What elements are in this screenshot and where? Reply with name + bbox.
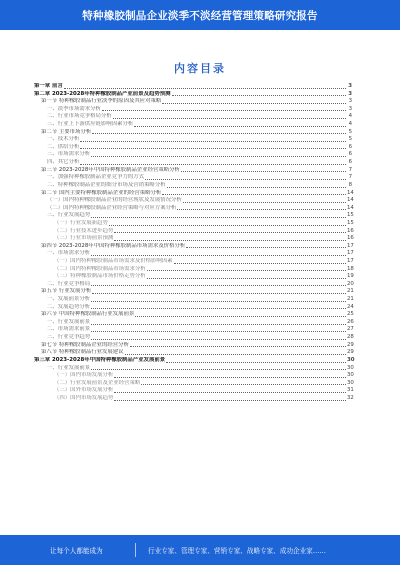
toc-entry-label: 第八节 特种橡胶制品行业发展建议 xyxy=(41,349,124,356)
toc-entry-label: 第一节 特种橡胶制品行业淡季的原因及其应对策略 xyxy=(41,98,162,105)
toc-entry[interactable] xyxy=(34,220,352,228)
toc-page-number: 7 xyxy=(348,166,352,173)
report-footer-bar xyxy=(0,535,400,565)
toc-page-number: 17 xyxy=(347,242,354,249)
toc-leader-dots xyxy=(64,88,346,89)
toc-page-number: 18 xyxy=(347,265,354,272)
toc-leader-dots xyxy=(125,354,346,355)
toc-entry[interactable] xyxy=(34,372,352,380)
toc-leader-dots xyxy=(91,301,346,302)
toc-leader-dots xyxy=(135,316,346,317)
toc-entry-label: （一）国内特种橡胶制品企业的经营现状及发展情况分析 xyxy=(47,197,182,204)
toc-page-number: 29 xyxy=(347,349,354,356)
toc-leader-dots xyxy=(114,377,346,378)
toc-page-number: 14 xyxy=(347,189,354,196)
toc-page-number: 19 xyxy=(347,273,354,280)
toc-entry[interactable] xyxy=(34,356,355,365)
toc-leader-dots xyxy=(114,232,346,233)
toc-entry-label: 四、其它分析 xyxy=(47,159,80,166)
toc-entry-label: 第二节 主要市场分析 xyxy=(41,128,92,135)
toc-leader-dots xyxy=(186,247,346,248)
toc-page-number: 4 xyxy=(348,113,352,120)
toc-entry-label: 第二章 2023-2028年特种橡胶制品产业前景及趋势预测 xyxy=(34,90,171,97)
toc-entry[interactable] xyxy=(34,304,352,312)
toc-entry-label: 第三节 2023-2028年中国特种橡胶制品企业经营策略分析 xyxy=(41,166,180,173)
toc-entry[interactable] xyxy=(34,136,352,144)
toc-page-number: 3 xyxy=(348,90,352,97)
toc-leader-dots xyxy=(91,217,346,218)
toc-page-number: 8 xyxy=(348,181,352,188)
toc-entry[interactable] xyxy=(34,113,352,121)
toc-entry[interactable] xyxy=(34,144,352,152)
toc-page-number: 16 xyxy=(347,227,354,234)
toc-entry-label: 第七节 特种橡胶制品企业的经营分析 xyxy=(41,341,129,348)
footer-roles: 行业专家、管理专家、营销专家、战略专家、成功企业家…… xyxy=(148,547,327,555)
toc-page-number: 14 xyxy=(347,204,354,211)
footer-slogan: 让每个人都能成为 xyxy=(50,547,103,555)
toc-entry-label: （一）国内特种橡胶制品市场需求及价格影响因素 xyxy=(54,258,173,264)
report-header-bar xyxy=(0,0,400,30)
toc-entry[interactable] xyxy=(34,395,352,403)
toc-page-number: 15 xyxy=(347,219,354,226)
toc-entry[interactable] xyxy=(34,91,352,99)
toc-leader-dots xyxy=(102,110,346,111)
toc-heading: 内容目录 xyxy=(174,62,226,75)
toc-entry-label: 一、发展前景分析 xyxy=(47,296,91,303)
toc-leader-dots xyxy=(91,339,346,340)
toc-leader-dots xyxy=(113,118,346,119)
toc-entry-label: 二、行业竞争格局 xyxy=(47,280,91,287)
toc-leader-dots xyxy=(91,308,346,309)
toc-page-number: 6 xyxy=(348,143,352,150)
toc-leader-dots xyxy=(162,103,346,104)
toc-leader-dots xyxy=(162,194,346,195)
toc-entry-label: 一、淡季市场需求分析 xyxy=(47,105,101,112)
toc-entry[interactable] xyxy=(34,228,352,236)
toc-entry[interactable] xyxy=(34,98,352,106)
toc-entry[interactable] xyxy=(34,342,352,350)
toc-entry-label: 第二节 国内主要特种橡胶制品企业的经营策略分析 xyxy=(41,189,162,196)
toc-entry-label: （三）特种橡胶制品市场价格走势分析 xyxy=(54,273,146,280)
toc-entry-label: 三、行业发展趋势 xyxy=(47,212,91,219)
toc-page-number: 29 xyxy=(347,341,354,348)
toc-entry[interactable] xyxy=(34,258,352,266)
toc-leader-dots xyxy=(91,285,346,286)
toc-entry[interactable] xyxy=(34,334,352,342)
footer-divider xyxy=(135,543,136,557)
toc-page-number: 15 xyxy=(347,212,354,219)
toc-entry-label: （三）行业市场前景预测 xyxy=(54,235,114,242)
toc-entry[interactable] xyxy=(34,288,352,296)
toc-leader-dots xyxy=(172,95,346,96)
toc-page-number: 30 xyxy=(347,379,354,386)
toc-entry-label: （二）国内特种橡胶制品企业经营策略与对应方案分析 xyxy=(47,204,177,211)
toc-entry[interactable] xyxy=(34,311,352,319)
toc-entry-label: 一、行业发展前景 xyxy=(47,318,91,325)
toc-entry[interactable] xyxy=(34,235,352,243)
toc-entry-label: （二）行业技术进步趋势 xyxy=(54,227,114,234)
toc-leader-dots xyxy=(141,384,346,385)
toc-entry[interactable] xyxy=(34,365,352,373)
toc-entry-label: 二、供给分析 xyxy=(47,143,80,150)
toc-leader-dots xyxy=(167,187,346,188)
toc-entry-label: （二）国内特种橡胶制品市场需求分析 xyxy=(54,265,146,272)
toc-page-number: 6 xyxy=(348,159,352,166)
toc-page-number: 28 xyxy=(347,334,354,341)
toc-page-number: 30 xyxy=(347,364,354,371)
toc-entry-label: （二）行业发展前景及企业经营策略 xyxy=(54,379,141,386)
toc-page-number: 16 xyxy=(347,235,354,242)
toc-leader-dots xyxy=(130,346,346,347)
toc-leader-dots xyxy=(80,141,346,142)
toc-entry[interactable] xyxy=(34,106,352,114)
toc-entry[interactable] xyxy=(34,281,352,289)
toc-entry[interactable] xyxy=(34,327,352,335)
toc-entry[interactable] xyxy=(34,205,352,213)
toc-page-number: 24 xyxy=(347,303,354,310)
toc-page-number: 21 xyxy=(347,296,354,303)
toc-entry-label: 一、加强特种橡胶制品企业竞争力的方式 xyxy=(47,174,145,181)
toc-page-number: 26 xyxy=(347,318,354,325)
toc-entry-label: 第三章 2023-2028年中国特种橡胶制品产业发展前景 xyxy=(34,356,166,363)
toc-page-number: 3 xyxy=(348,82,352,89)
toc-leader-dots xyxy=(91,156,346,157)
toc-leader-dots xyxy=(134,126,346,127)
toc-page-number: 17 xyxy=(347,258,354,264)
toc-leader-dots xyxy=(147,270,346,271)
toc-entry[interactable] xyxy=(34,83,352,91)
toc-page-number: 6 xyxy=(348,151,352,158)
toc-leader-dots xyxy=(166,362,346,363)
toc-entry[interactable] xyxy=(34,197,352,205)
toc-leader-dots xyxy=(177,209,346,210)
table-of-contents xyxy=(34,82,355,403)
toc-entry-label: 第五节 行业发展分析 xyxy=(41,288,92,295)
toc-entry-label: 一、技术分析 xyxy=(47,136,80,143)
toc-entry-label: 第四节 2023-2028年中国特种橡胶制品市场需求及价格分析 xyxy=(41,242,186,249)
toc-entry[interactable] xyxy=(34,159,352,167)
toc-entry-label: 一、行业发展前景 xyxy=(47,364,91,371)
toc-entry-label: 三、市场需求分析 xyxy=(47,151,91,158)
toc-leader-dots xyxy=(92,293,346,294)
toc-entry[interactable] xyxy=(34,266,352,274)
toc-entry-label: 第六节 中国特种橡胶制品行业发展前景 xyxy=(41,311,135,318)
toc-page-number: 14 xyxy=(347,197,354,204)
toc-entry-label: （四）国内市场发展趋势 xyxy=(54,394,114,401)
toc-leader-dots xyxy=(91,369,346,370)
toc-entry-label: 二、市场需求前景 xyxy=(47,326,91,333)
toc-page-number: 3 xyxy=(348,98,352,105)
toc-entry-label: （一）行业发展新趋势 xyxy=(54,219,108,226)
toc-entry-label: 一、市场需求分析 xyxy=(47,250,91,257)
toc-entry-label: 二、特种橡胶制品企业的细分市场及营销策略分析 xyxy=(47,181,166,188)
toc-page-number: 4 xyxy=(348,121,352,128)
toc-page-number: 21 xyxy=(347,288,354,295)
toc-page-number: 32 xyxy=(347,394,354,401)
toc-page-number: 20 xyxy=(347,280,354,287)
report-title: 特种橡胶制品企业淡季不淡经营管理策略研究报告 xyxy=(82,9,318,22)
toc-page-number: 31 xyxy=(347,387,354,394)
toc-page-number: 17 xyxy=(347,250,354,257)
toc-page-number: 27 xyxy=(347,326,354,333)
toc-entry[interactable] xyxy=(34,190,352,198)
toc-leader-dots xyxy=(147,278,346,279)
toc-leader-dots xyxy=(91,324,346,325)
toc-entry[interactable] xyxy=(34,182,352,190)
toc-entry[interactable] xyxy=(34,151,352,159)
toc-entry[interactable] xyxy=(34,212,352,220)
toc-entry[interactable] xyxy=(34,174,352,182)
toc-entry[interactable] xyxy=(34,243,352,251)
toc-leader-dots xyxy=(80,148,346,149)
toc-leader-dots xyxy=(80,164,346,165)
toc-leader-dots xyxy=(109,225,346,226)
toc-page-number: 7 xyxy=(348,174,352,181)
toc-leader-dots xyxy=(174,263,346,264)
toc-leader-dots xyxy=(181,171,346,172)
toc-page-number: 3 xyxy=(348,105,352,112)
toc-leader-dots xyxy=(145,179,346,180)
toc-entry[interactable] xyxy=(34,380,352,388)
toc-entry-label: 二、行业市场竞争格局分析 xyxy=(47,113,112,120)
toc-leader-dots xyxy=(92,133,346,134)
toc-entry[interactable] xyxy=(34,167,352,175)
toc-leader-dots xyxy=(91,255,346,256)
toc-entry-label: （三）国外市场发展分析 xyxy=(54,387,114,394)
toc-leader-dots xyxy=(183,202,346,203)
toc-page-number: 25 xyxy=(347,311,354,318)
toc-entry-label: 第一章 前言 xyxy=(34,82,63,89)
toc-page-number: 5 xyxy=(348,128,352,135)
toc-entry-label: 三、行业上下游供应链影响因素分析 xyxy=(47,121,134,128)
toc-entry-label: （一）国内市场发展分析 xyxy=(54,372,114,379)
toc-page-number: 30 xyxy=(347,356,355,363)
toc-leader-dots xyxy=(114,392,346,393)
toc-entry[interactable] xyxy=(34,129,352,137)
toc-leader-dots xyxy=(91,331,346,332)
toc-page-number: 5 xyxy=(348,136,352,143)
toc-entry[interactable] xyxy=(34,121,352,129)
toc-entry-label: 三、行业竞争趋势 xyxy=(47,334,91,341)
toc-page-number: 30 xyxy=(347,372,354,379)
toc-leader-dots xyxy=(114,400,346,401)
toc-entry[interactable] xyxy=(34,319,352,327)
toc-entry[interactable] xyxy=(34,349,352,357)
toc-entry[interactable] xyxy=(34,250,352,258)
toc-entry[interactable] xyxy=(34,387,352,395)
toc-entry[interactable] xyxy=(34,296,352,304)
toc-entry-label: 二、发展趋势分析 xyxy=(47,303,91,310)
toc-leader-dots xyxy=(114,240,346,241)
toc-entry[interactable] xyxy=(34,273,352,281)
